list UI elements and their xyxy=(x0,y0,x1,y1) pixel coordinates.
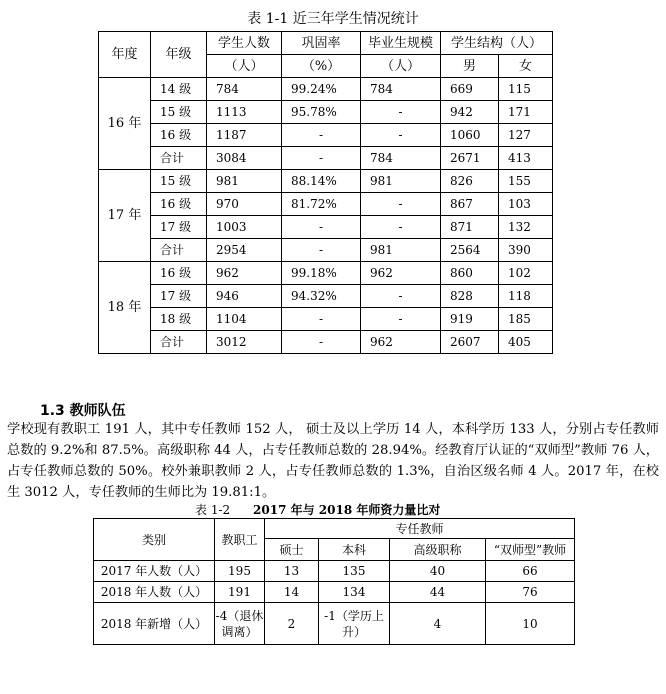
retention-cell: 99.18% xyxy=(282,262,361,285)
grads-cell: - xyxy=(361,124,441,147)
grads-cell: 962 xyxy=(361,331,441,354)
students-cell: 3084 xyxy=(207,147,282,170)
students-cell: 970 xyxy=(207,193,282,216)
category-cell: 2018 年新增（人） xyxy=(94,603,215,645)
female-cell: 103 xyxy=(499,193,553,216)
table-row xyxy=(99,78,553,101)
table2-caption-title: 2017 年与 2018 年师资力量比对 xyxy=(253,503,441,517)
retention-cell: - xyxy=(282,239,361,262)
grads-cell: - xyxy=(361,193,441,216)
section-paragraph: 学校现有教职工 191 人，其中专任教师 152 人， 硕士及以上学历 14 人，本科学历 133 人，分别占专任教师总数的 9.2%和 87.5%。高级职称 44 人，占专任教师总数的 28.94%。经教育厅认证的“双师型”教师 76 人，占专任教师总数的 50%。校外兼职教师 2 人，占专任教师总数的 1.3%，自治区级名师 4 人。2017 年，在校生 3012 人，专任教师的生师比为 19.81:1。 xyxy=(7,422,659,500)
header-dual: “双师型”教师 xyxy=(486,539,575,561)
retention-cell: - xyxy=(282,216,361,239)
female-cell: 115 xyxy=(499,78,553,101)
grade-cell: 16 级 xyxy=(151,124,207,147)
female-cell: 102 xyxy=(499,262,553,285)
students-cell: 784 xyxy=(207,78,282,101)
faculty-compare-table xyxy=(93,518,575,645)
header-retention-unit: （%） xyxy=(282,55,361,78)
senior-cell: 44 xyxy=(390,582,486,603)
grads-cell: 784 xyxy=(361,147,441,170)
table-row xyxy=(99,216,553,239)
retention-cell: - xyxy=(282,308,361,331)
table-row xyxy=(99,308,553,331)
grads-cell: - xyxy=(361,308,441,331)
students-cell: 946 xyxy=(207,285,282,308)
students-cell: 962 xyxy=(207,262,282,285)
male-cell: 826 xyxy=(441,170,499,193)
year-cell: 17 年 xyxy=(99,170,151,262)
bachelor-cell: 134 xyxy=(319,582,390,603)
female-cell: 185 xyxy=(499,308,553,331)
table-row xyxy=(99,239,553,262)
grads-cell: - xyxy=(361,285,441,308)
header-senior: 高级职称 xyxy=(390,539,486,561)
grade-cell: 17 级 xyxy=(151,285,207,308)
grade-cell: 合计 xyxy=(151,147,207,170)
year-cell: 18 年 xyxy=(99,262,151,354)
table-row xyxy=(94,582,575,603)
senior-cell: 40 xyxy=(390,561,486,582)
table-row xyxy=(99,285,553,308)
section-heading: 1.3 教师队伍 xyxy=(40,403,126,419)
header-retention: 巩固率 xyxy=(282,32,361,55)
female-cell: 171 xyxy=(499,101,553,124)
female-cell: 118 xyxy=(499,285,553,308)
table2-caption-prefix: 表 1-2 xyxy=(195,503,231,517)
header-grad-scale: 毕业生规模 xyxy=(361,32,441,55)
header-category: 类别 xyxy=(94,519,215,561)
grade-cell: 15 级 xyxy=(151,101,207,124)
female-cell: 132 xyxy=(499,216,553,239)
grade-cell: 14 级 xyxy=(151,78,207,101)
retention-cell: - xyxy=(282,124,361,147)
male-cell: 919 xyxy=(441,308,499,331)
table2-caption xyxy=(195,501,440,518)
header-male: 男 xyxy=(441,55,499,78)
table-row xyxy=(99,101,553,124)
male-cell: 2564 xyxy=(441,239,499,262)
master-cell: 2 xyxy=(265,603,319,645)
grade-cell: 合计 xyxy=(151,331,207,354)
staff-cell: 195 xyxy=(215,561,265,582)
year-cell: 16 年 xyxy=(99,78,151,170)
table-row xyxy=(99,170,553,193)
header-bachelor: 本科 xyxy=(319,539,390,561)
retention-cell: 94.32% xyxy=(282,285,361,308)
header-staff: 教职工 xyxy=(215,519,265,561)
female-cell: 405 xyxy=(499,331,553,354)
table-row xyxy=(99,262,553,285)
header-master: 硕士 xyxy=(265,539,319,561)
grads-cell: - xyxy=(361,216,441,239)
male-cell: 871 xyxy=(441,216,499,239)
staff-cell: -4（退休调离） xyxy=(215,603,265,645)
grade-cell: 17 级 xyxy=(151,216,207,239)
male-cell: 860 xyxy=(441,262,499,285)
students-cell: 3012 xyxy=(207,331,282,354)
grade-cell: 18 级 xyxy=(151,308,207,331)
retention-cell: 99.24% xyxy=(282,78,361,101)
grads-cell: 784 xyxy=(361,78,441,101)
bachelor-cell: 135 xyxy=(319,561,390,582)
grade-cell: 16 级 xyxy=(151,193,207,216)
male-cell: 669 xyxy=(441,78,499,101)
header-structure: 学生结构（人） xyxy=(441,32,553,55)
students-cell: 1104 xyxy=(207,308,282,331)
retention-cell: - xyxy=(282,147,361,170)
grads-cell: 962 xyxy=(361,262,441,285)
grade-cell: 合计 xyxy=(151,239,207,262)
table-row xyxy=(99,331,553,354)
male-cell: 828 xyxy=(441,285,499,308)
header-grade: 年级 xyxy=(151,32,207,78)
grads-cell: 981 xyxy=(361,170,441,193)
table-row xyxy=(99,124,553,147)
grade-cell: 15 级 xyxy=(151,170,207,193)
female-cell: 390 xyxy=(499,239,553,262)
table-row xyxy=(99,193,553,216)
grade-cell: 16 级 xyxy=(151,262,207,285)
table-row xyxy=(94,603,575,645)
staff-cell: 191 xyxy=(215,582,265,603)
header-female: 女 xyxy=(499,55,553,78)
table-row xyxy=(94,561,575,582)
dual-cell: 76 xyxy=(486,582,575,603)
table1-caption: 表 1-1 近三年学生情况统计 xyxy=(247,11,419,27)
header-students-unit: （人） xyxy=(207,55,282,78)
header-year: 年度 xyxy=(99,32,151,78)
male-cell: 867 xyxy=(441,193,499,216)
retention-cell: 81.72% xyxy=(282,193,361,216)
students-cell: 1003 xyxy=(207,216,282,239)
grads-cell: 981 xyxy=(361,239,441,262)
table-row xyxy=(99,147,553,170)
dual-cell: 10 xyxy=(486,603,575,645)
student-stats-table xyxy=(98,31,553,354)
category-cell: 2018 年人数（人） xyxy=(94,582,215,603)
female-cell: 155 xyxy=(499,170,553,193)
male-cell: 2607 xyxy=(441,331,499,354)
male-cell: 2671 xyxy=(441,147,499,170)
grads-cell: - xyxy=(361,101,441,124)
female-cell: 127 xyxy=(499,124,553,147)
category-cell: 2017 年人数（人） xyxy=(94,561,215,582)
header-students: 学生人数 xyxy=(207,32,282,55)
dual-cell: 66 xyxy=(486,561,575,582)
retention-cell: 95.78% xyxy=(282,101,361,124)
header-fulltime: 专任教师 xyxy=(265,519,575,539)
students-cell: 2954 xyxy=(207,239,282,262)
male-cell: 1060 xyxy=(441,124,499,147)
master-cell: 13 xyxy=(265,561,319,582)
students-cell: 981 xyxy=(207,170,282,193)
female-cell: 413 xyxy=(499,147,553,170)
header-grad-scale-unit: （人） xyxy=(361,55,441,78)
students-cell: 1187 xyxy=(207,124,282,147)
students-cell: 1113 xyxy=(207,101,282,124)
senior-cell: 4 xyxy=(390,603,486,645)
retention-cell: - xyxy=(282,331,361,354)
male-cell: 942 xyxy=(441,101,499,124)
master-cell: 14 xyxy=(265,582,319,603)
bachelor-cell: -1（学历上升） xyxy=(319,603,390,645)
retention-cell: 88.14% xyxy=(282,170,361,193)
